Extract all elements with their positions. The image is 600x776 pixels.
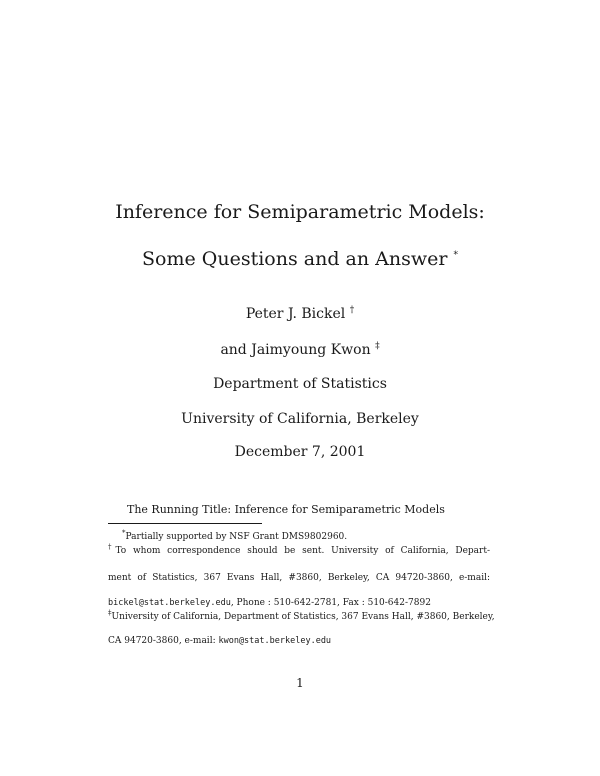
paper-title-line-1 (0, 201, 600, 223)
title-footnote-mark: * (453, 250, 458, 261)
author-first-name: Peter J. Bickel (245, 306, 346, 322)
footnote-star-mark: * (122, 529, 126, 537)
affiliation-university (0, 410, 600, 428)
paper-title-line-2 (0, 248, 600, 270)
author-first-mark: † (349, 305, 355, 316)
university-text: University of California, Berkeley (181, 411, 419, 427)
footnote-dagger-contact: , Phone : 510-642-2781, Fax : 510-642-7892 (230, 598, 431, 608)
author-second (0, 341, 600, 359)
author-second-mark: ‡ (375, 341, 380, 352)
paper-date (0, 443, 600, 461)
footnote-dagger-line-2 (108, 572, 490, 584)
title-line-1-text: Inference for Semiparametric Models: (115, 201, 485, 223)
footnote-dagger-line-1 (108, 545, 490, 557)
running-title: The Running Title: Inference for Semiparametric Models (127, 503, 445, 516)
footnote-star-text: Partially supported by NSF Grant DMS9802960. (125, 532, 348, 542)
date-text: December 7, 2001 (234, 444, 366, 460)
footnote-dagger-line-2-text: ment of Statistics, 367 Evans Hall, #3860, Berkeley, CA 94720-3860, e-mail: (108, 573, 490, 583)
page-number: 1 (296, 676, 304, 690)
footnote-dagger-line-1-text: To whom correspondence should be sent. University of California, Depart- (115, 546, 491, 556)
footnote-ddagger-email[interactable]: kwon@stat.berkeley.edu (218, 636, 332, 646)
author-first (0, 305, 600, 323)
department-text: Department of Statistics (213, 376, 387, 392)
footnote-rule (108, 523, 262, 524)
author-second-name: and Jaimyoung Kwon (220, 342, 371, 358)
footnote-ddagger-line-1-text: University of California, Department of Statistics, 367 Evans Hall, #3860, Berkeley, (111, 612, 495, 622)
title-line-2-text: Some Questions and an Answer (142, 248, 448, 270)
affiliation-department (0, 375, 600, 393)
footnote-ddagger-line-2 (108, 635, 331, 647)
footnote-dagger-line-3 (108, 597, 431, 609)
footnote-dagger-mark: † (108, 543, 116, 551)
footnote-star (122, 531, 347, 543)
footnote-ddagger-prefix: CA 94720-3860, e-mail: (108, 636, 219, 646)
footnote-ddagger-mark: ‡ (108, 609, 112, 617)
footnote-dagger-email[interactable]: bickel@stat.berkeley.edu (108, 598, 231, 608)
footnote-ddagger-line-1 (108, 609, 495, 623)
